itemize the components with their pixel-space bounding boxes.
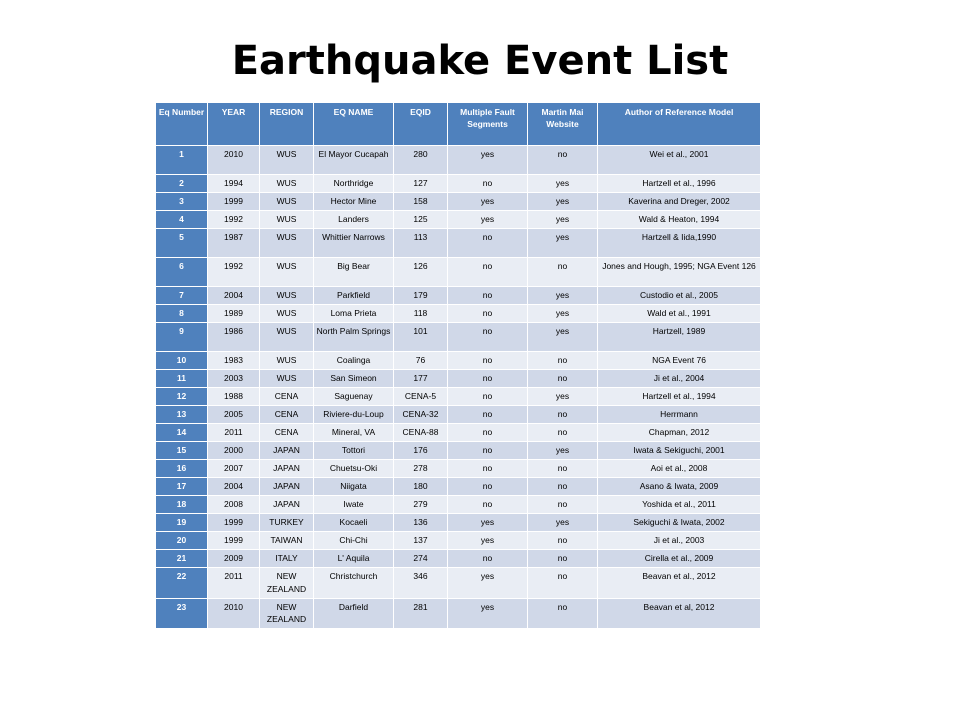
cell-region: WUS [260, 287, 314, 305]
table-row [156, 496, 761, 514]
cell-eq-name: Whittier Narrows [314, 229, 394, 258]
cell-author: Sekiguchi & Iwata, 2002 [598, 514, 761, 532]
cell-region: WUS [260, 370, 314, 388]
cell-year: 2004 [208, 478, 260, 496]
cell-martin-mai-website: no [528, 352, 598, 370]
cell-author: Asano & Iwata, 2009 [598, 478, 761, 496]
cell-year: 2003 [208, 370, 260, 388]
cell-region: CENA [260, 388, 314, 406]
cell-region: TAIWAN [260, 532, 314, 550]
cell-eqid: 278 [394, 460, 448, 478]
header-author-reference-model: Author of Reference Model [598, 103, 761, 146]
cell-eq-name: El Mayor Cucapah [314, 146, 394, 175]
cell-region: WUS [260, 305, 314, 323]
cell-eq-number: 8 [156, 305, 208, 323]
table-row [156, 305, 761, 323]
cell-martin-mai-website: no [528, 550, 598, 568]
cell-eq-number: 9 [156, 323, 208, 352]
cell-year: 2011 [208, 424, 260, 442]
cell-region: WUS [260, 258, 314, 287]
cell-eqid: CENA-88 [394, 424, 448, 442]
cell-eq-number: 22 [156, 568, 208, 599]
cell-region: NEW ZEALAND [260, 598, 314, 629]
cell-author: Hartzell et al., 1996 [598, 175, 761, 193]
table-row [156, 424, 761, 442]
cell-author: NGA Event 76 [598, 352, 761, 370]
cell-author: Wald et al., 1991 [598, 305, 761, 323]
cell-eq-number: 4 [156, 211, 208, 229]
cell-eq-number: 20 [156, 532, 208, 550]
cell-year: 1994 [208, 175, 260, 193]
cell-author: Chapman, 2012 [598, 424, 761, 442]
cell-eq-number: 10 [156, 352, 208, 370]
cell-eq-name: Chuetsu-Oki [314, 460, 394, 478]
cell-author: Beavan et al., 2012 [598, 568, 761, 599]
cell-eq-number: 17 [156, 478, 208, 496]
table-row [156, 287, 761, 305]
cell-eqid: 279 [394, 496, 448, 514]
cell-martin-mai-website: yes [528, 323, 598, 352]
cell-region: WUS [260, 229, 314, 258]
cell-eq-name: Saguenay [314, 388, 394, 406]
cell-region: CENA [260, 424, 314, 442]
cell-martin-mai-website: yes [528, 287, 598, 305]
table-row [156, 442, 761, 460]
cell-region: WUS [260, 193, 314, 211]
cell-martin-mai-website: no [528, 496, 598, 514]
cell-eqid: 125 [394, 211, 448, 229]
cell-martin-mai-website: yes [528, 442, 598, 460]
cell-eq-number: 23 [156, 598, 208, 629]
header-eqid: EQID [394, 103, 448, 146]
cell-author: Hartzell et al., 1994 [598, 388, 761, 406]
cell-eq-number: 12 [156, 388, 208, 406]
table-body [156, 146, 761, 629]
cell-multiple-fault-segments: yes [448, 568, 528, 599]
cell-eq-name: San Simeon [314, 370, 394, 388]
cell-eqid: 118 [394, 305, 448, 323]
cell-eq-name: Kocaeli [314, 514, 394, 532]
cell-author: Aoi et al., 2008 [598, 460, 761, 478]
cell-eqid: 177 [394, 370, 448, 388]
cell-eqid: 137 [394, 532, 448, 550]
cell-martin-mai-website: yes [528, 193, 598, 211]
cell-eq-number: 11 [156, 370, 208, 388]
cell-eqid: 280 [394, 146, 448, 175]
cell-eqid: 76 [394, 352, 448, 370]
cell-eq-name: Coalinga [314, 352, 394, 370]
table-row [156, 370, 761, 388]
cell-martin-mai-website: no [528, 146, 598, 175]
table-row [156, 478, 761, 496]
cell-martin-mai-website: yes [528, 229, 598, 258]
cell-eq-number: 3 [156, 193, 208, 211]
cell-region: JAPAN [260, 478, 314, 496]
cell-year: 1992 [208, 211, 260, 229]
cell-martin-mai-website: no [528, 598, 598, 629]
cell-multiple-fault-segments: no [448, 478, 528, 496]
cell-multiple-fault-segments: no [448, 424, 528, 442]
cell-year: 1983 [208, 352, 260, 370]
header-martin-mai-website: Martin Mai Website [528, 103, 598, 146]
table-row [156, 460, 761, 478]
cell-multiple-fault-segments: no [448, 442, 528, 460]
cell-eq-number: 6 [156, 258, 208, 287]
cell-multiple-fault-segments: no [448, 370, 528, 388]
cell-eq-name: Iwate [314, 496, 394, 514]
cell-eq-name: Mineral, VA [314, 424, 394, 442]
cell-region: TURKEY [260, 514, 314, 532]
cell-eqid: 101 [394, 323, 448, 352]
cell-eq-number: 15 [156, 442, 208, 460]
cell-eq-name: Parkfield [314, 287, 394, 305]
cell-multiple-fault-segments: yes [448, 193, 528, 211]
cell-year: 1999 [208, 532, 260, 550]
table-row [156, 514, 761, 532]
cell-eq-number: 19 [156, 514, 208, 532]
cell-eqid: 136 [394, 514, 448, 532]
header-year: YEAR [208, 103, 260, 146]
cell-eqid: 346 [394, 568, 448, 599]
cell-multiple-fault-segments: no [448, 287, 528, 305]
cell-year: 1989 [208, 305, 260, 323]
table-row [156, 258, 761, 287]
cell-region: WUS [260, 146, 314, 175]
cell-author: Jones and Hough, 1995; NGA Event 126 [598, 258, 761, 287]
cell-eq-number: 5 [156, 229, 208, 258]
cell-author: Hartzell, 1989 [598, 323, 761, 352]
cell-year: 2005 [208, 406, 260, 424]
table-row [156, 406, 761, 424]
cell-eq-name: L' Aquila [314, 550, 394, 568]
cell-eq-name: Northridge [314, 175, 394, 193]
cell-eq-name: Tottori [314, 442, 394, 460]
cell-multiple-fault-segments: no [448, 496, 528, 514]
cell-year: 2008 [208, 496, 260, 514]
cell-eqid: 113 [394, 229, 448, 258]
cell-region: ITALY [260, 550, 314, 568]
table-header-row [156, 103, 761, 146]
cell-year: 1987 [208, 229, 260, 258]
cell-author: Herrmann [598, 406, 761, 424]
cell-eqid: CENA-32 [394, 406, 448, 424]
cell-year: 2010 [208, 146, 260, 175]
cell-martin-mai-website: yes [528, 211, 598, 229]
cell-year: 2004 [208, 287, 260, 305]
table-row [156, 211, 761, 229]
cell-eq-number: 21 [156, 550, 208, 568]
cell-year: 1999 [208, 193, 260, 211]
cell-region: WUS [260, 211, 314, 229]
cell-multiple-fault-segments: no [448, 460, 528, 478]
cell-eq-name: Christchurch [314, 568, 394, 599]
cell-eq-name: Landers [314, 211, 394, 229]
cell-author: Iwata & Sekiguchi, 2001 [598, 442, 761, 460]
cell-martin-mai-website: no [528, 424, 598, 442]
table-row [156, 532, 761, 550]
cell-multiple-fault-segments: yes [448, 211, 528, 229]
table-row [156, 146, 761, 175]
cell-multiple-fault-segments: no [448, 352, 528, 370]
cell-eq-name: Riviere-du-Loup [314, 406, 394, 424]
cell-year: 1999 [208, 514, 260, 532]
cell-region: CENA [260, 406, 314, 424]
cell-eq-number: 18 [156, 496, 208, 514]
cell-author: Kaverina and Dreger, 2002 [598, 193, 761, 211]
header-eq-name: EQ NAME [314, 103, 394, 146]
cell-multiple-fault-segments: no [448, 550, 528, 568]
cell-eqid: 158 [394, 193, 448, 211]
cell-eq-number: 13 [156, 406, 208, 424]
table-row [156, 175, 761, 193]
cell-eq-name: Darfield [314, 598, 394, 629]
page-title: Earthquake Event List [231, 38, 729, 84]
cell-author: Cirella et al., 2009 [598, 550, 761, 568]
cell-multiple-fault-segments: no [448, 258, 528, 287]
cell-eqid: 180 [394, 478, 448, 496]
header-multiple-fault-segments: Multiple Fault Segments [448, 103, 528, 146]
cell-eq-number: 7 [156, 287, 208, 305]
cell-region: WUS [260, 175, 314, 193]
cell-year: 1988 [208, 388, 260, 406]
cell-multiple-fault-segments: no [448, 305, 528, 323]
cell-region: JAPAN [260, 442, 314, 460]
table-row [156, 598, 761, 629]
cell-eq-name: Chi-Chi [314, 532, 394, 550]
cell-eqid: 176 [394, 442, 448, 460]
cell-region: JAPAN [260, 460, 314, 478]
cell-multiple-fault-segments: no [448, 406, 528, 424]
cell-year: 2007 [208, 460, 260, 478]
cell-multiple-fault-segments: yes [448, 514, 528, 532]
cell-martin-mai-website: yes [528, 388, 598, 406]
cell-eq-number: 2 [156, 175, 208, 193]
cell-author: Wald & Heaton, 1994 [598, 211, 761, 229]
cell-eqid: 127 [394, 175, 448, 193]
table-row [156, 229, 761, 258]
cell-region: WUS [260, 352, 314, 370]
cell-year: 2010 [208, 598, 260, 629]
cell-multiple-fault-segments: yes [448, 532, 528, 550]
table-row [156, 193, 761, 211]
cell-eqid: 126 [394, 258, 448, 287]
cell-multiple-fault-segments: yes [448, 598, 528, 629]
cell-martin-mai-website: no [528, 406, 598, 424]
cell-martin-mai-website: no [528, 370, 598, 388]
cell-martin-mai-website: no [528, 568, 598, 599]
cell-eq-name: North Palm Springs [314, 323, 394, 352]
table-row [156, 323, 761, 352]
cell-eqid: 179 [394, 287, 448, 305]
cell-martin-mai-website: no [528, 258, 598, 287]
earthquake-table [155, 102, 761, 629]
cell-region: WUS [260, 323, 314, 352]
cell-eq-name: Niigata [314, 478, 394, 496]
cell-region: NEW ZEALAND [260, 568, 314, 599]
cell-eq-number: 16 [156, 460, 208, 478]
cell-eq-name: Big Bear [314, 258, 394, 287]
table-row [156, 550, 761, 568]
cell-author: Ji et al., 2004 [598, 370, 761, 388]
cell-year: 1986 [208, 323, 260, 352]
cell-year: 1992 [208, 258, 260, 287]
cell-author: Wei et al., 2001 [598, 146, 761, 175]
table-row [156, 352, 761, 370]
cell-eq-name: Loma Prieta [314, 305, 394, 323]
cell-martin-mai-website: no [528, 478, 598, 496]
cell-year: 2000 [208, 442, 260, 460]
cell-year: 2009 [208, 550, 260, 568]
cell-martin-mai-website: yes [528, 175, 598, 193]
cell-multiple-fault-segments: yes [448, 146, 528, 175]
cell-multiple-fault-segments: no [448, 229, 528, 258]
cell-eq-number: 1 [156, 146, 208, 175]
cell-eqid: CENA-5 [394, 388, 448, 406]
cell-multiple-fault-segments: no [448, 323, 528, 352]
cell-author: Beavan et al, 2012 [598, 598, 761, 629]
cell-eq-name: Hector Mine [314, 193, 394, 211]
header-region: REGION [260, 103, 314, 146]
cell-martin-mai-website: no [528, 532, 598, 550]
cell-year: 2011 [208, 568, 260, 599]
cell-author: Ji et al., 2003 [598, 532, 761, 550]
cell-author: Custodio et al., 2005 [598, 287, 761, 305]
cell-eq-number: 14 [156, 424, 208, 442]
cell-martin-mai-website: no [528, 460, 598, 478]
cell-multiple-fault-segments: no [448, 388, 528, 406]
cell-author: Yoshida et al., 2011 [598, 496, 761, 514]
table-row [156, 388, 761, 406]
cell-multiple-fault-segments: no [448, 175, 528, 193]
cell-martin-mai-website: yes [528, 514, 598, 532]
cell-eqid: 274 [394, 550, 448, 568]
cell-eqid: 281 [394, 598, 448, 629]
cell-author: Hartzell & Iida,1990 [598, 229, 761, 258]
table-row [156, 568, 761, 599]
cell-region: JAPAN [260, 496, 314, 514]
header-eq-number: Eq Number [156, 103, 208, 146]
cell-martin-mai-website: yes [528, 305, 598, 323]
